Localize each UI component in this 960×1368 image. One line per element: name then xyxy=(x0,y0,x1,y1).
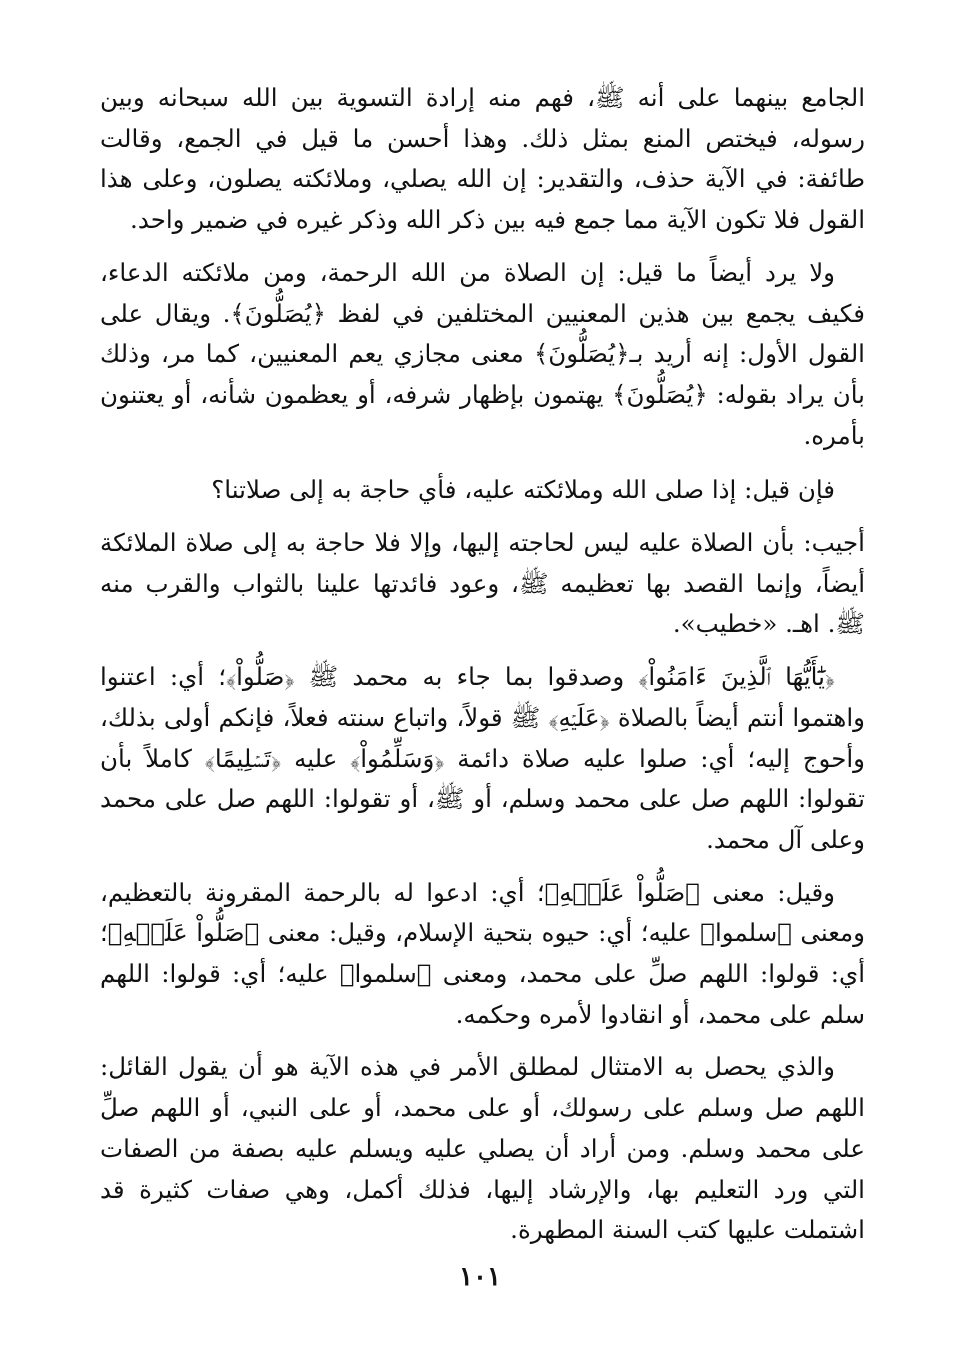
paragraph-7: والذي يحصل به الامتثال لمطلق الأمر في هذه الآية هو أن يقول القائل: اللهم صل وسلم على رسولك، أو على محمد، أو على النبي، أو اللهم صلِّ على محمد وسلم. ومن أراد أن يصلي عليه ويسلم عليه بصفة من الصفات التي ورد التعليم بها، والإرشاد إليها، فذلك أكمل، وهي صفات كثيرة قد اشتملت عليها كتب السنة المطهرة. xyxy=(100,1052,865,1245)
paragraph-5: ﴿يَٰٓأَيُّهَا ٱلَّذِينَ ءَامَنُواْ﴾ وصدقوا بما جاء به محمد ﷺ ﴿صَلُّواْ﴾؛ أي: اعتنوا واهتموا أنتم أيضاً بالصلاة ﴿عَلَيۡهِ﴾ ﷺ قولاً، واتباع سنته فعلاً، فإنكم أولى بذلك، وأحوج إليه؛ أي: صلوا عليه صلاة دائمة ﴿وَسَلِّمُواْ﴾ عليه ﴿تَسۡلِيمًا﴾ كاملاً بأن تقولوا: اللهم صل على محمد وسلم، أو ﷺ، أو تقولوا: اللهم صل على محمد وعلى آل محمد. xyxy=(100,662,865,854)
paragraph-4: أجيب: بأن الصلاة عليه ليس لحاجته إليها، وإلا فلا حاجة به إلى صلاة الملائكة أيضاً، وإنما القصد بها تعظيمه ﷺ، وعود فائدتها علينا بالثواب والقرب منه ﷺ. اهـ. «خطيب». xyxy=(100,528,865,639)
paragraph-6: وقيل: معنى ﴿صَلُّواْ عَلَيۡهِ﴾؛ أي: ادعوا له بالرحمة المقرونة بالتعظيم، ومعنى ﴿سلموا﴾ عليه؛ أي: حيوه بتحية الإسلام، وقيل: معنى ﴿صَلُّواْ عَلَيۡهِ﴾؛ أي: قولوا: اللهم صلِّ على محمد، ومعنى ﴿سلموا﴾ عليه؛ أي: قولوا: اللهم سلم على محمد، أو انقادوا لأمره وحكمه. xyxy=(100,877,865,1029)
paragraph-2: ولا يرد أيضاً ما قيل: إن الصلاة من الله الرحمة، ومن ملائكته الدعاء، فكيف يجمع بين هذين المعنيين المختلفين في لفظ ﴿يُصَلُّونَ﴾. ويقال على القول الأول: إنه أريد بـ﴿يُصَلُّونَ﴾ معنى مجازي يعم المعنيين، كما مر، وذلك بأن يراد بقوله: ﴿يُصَلُّونَ﴾ يهتمون بإظهار شرفه، أو يعظمون شأنه، أو يعتنون بأمره. xyxy=(100,257,865,450)
paragraph-3: فإن قيل: إذا صلى الله وملائكته عليه، فأي حاجة به إلى صلاتنا؟ xyxy=(211,475,835,505)
body-text xyxy=(100,78,865,1251)
paragraph-1: الجامع بينهما على أنه ﷺ، فهم منه إرادة التسوية بين الله سبحانه وبين رسوله، فيختص المنع بمثل ذلك. وهذا أحسن ما قيل في الجمع، وقالت طائفة: في الآية حذف، والتقدير: إن الله يصلي، وملائكته يصلون، وعلى هذا القول فلا تكون الآية مما جمع فيه بين ذكر الله وذكر غيره في ضمير واحد. xyxy=(100,83,865,235)
page-number: ١٠١ xyxy=(459,1262,501,1292)
